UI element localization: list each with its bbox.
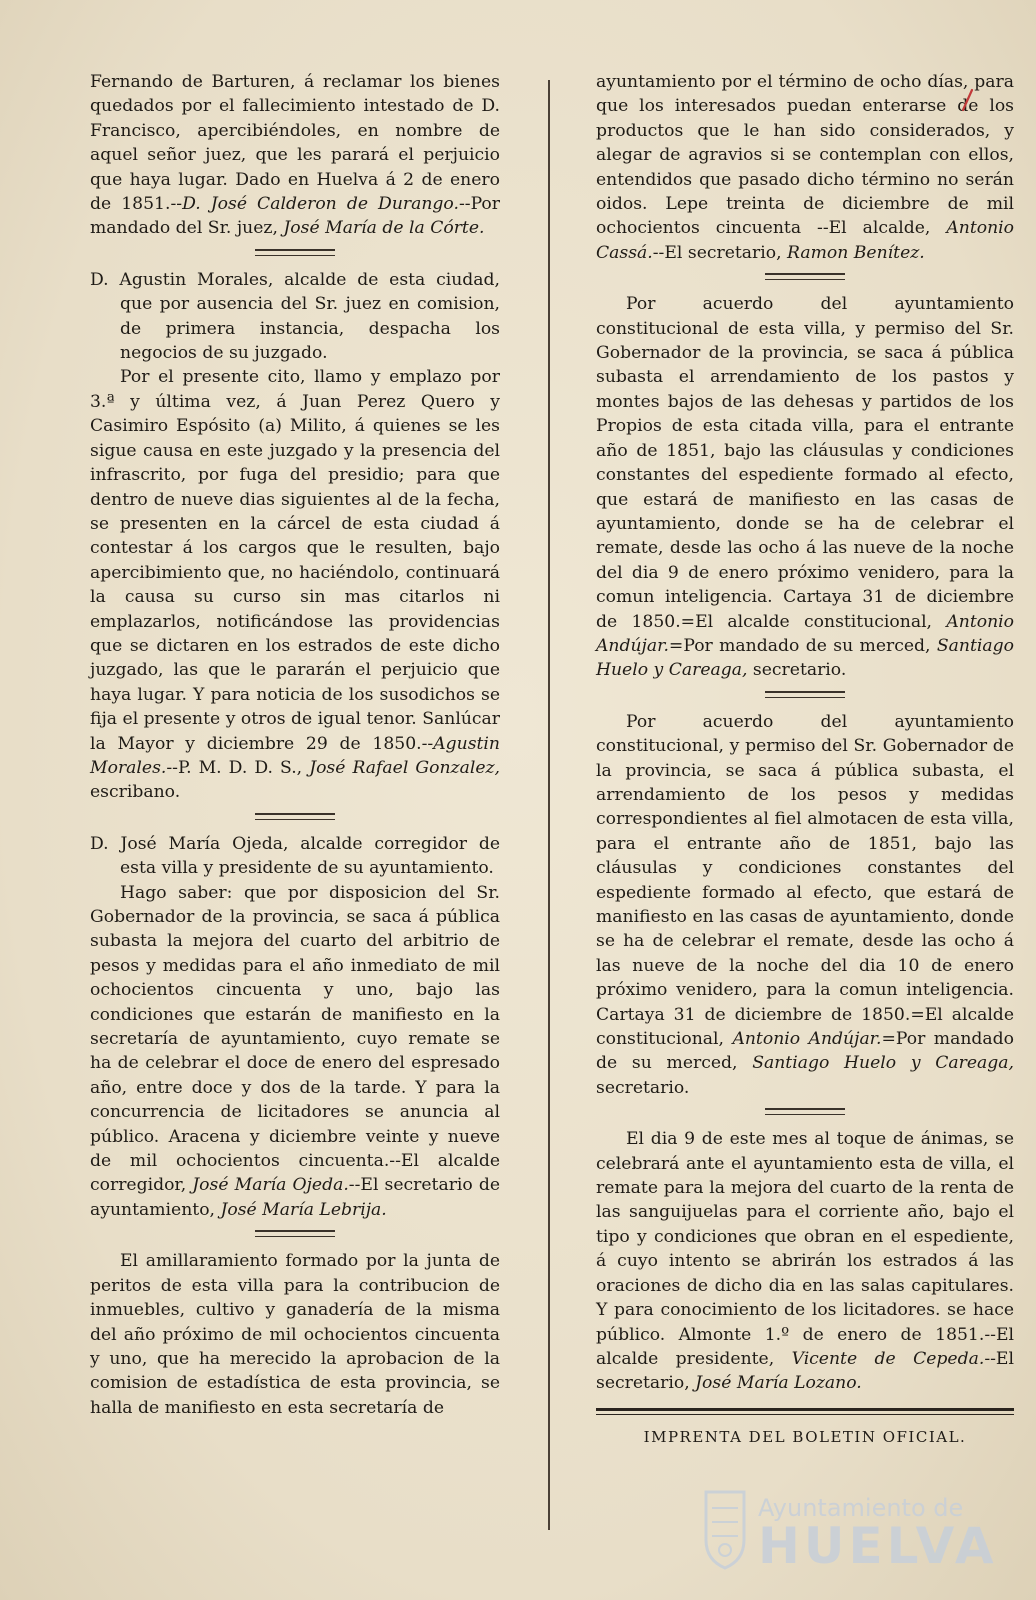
section-separator [255, 1230, 335, 1237]
notice-heading: D. José María Ojeda, alcalde corregidor de esta villa y presidente de su ayuntamiento. [90, 833, 500, 879]
section-separator [255, 249, 335, 256]
signature: Agustin Morales. [90, 733, 500, 778]
notice-text: secretario. [596, 1077, 690, 1098]
right-column [596, 70, 1014, 1449]
watermark [700, 1488, 1000, 1578]
signature: Antonio Andújar. [732, 1029, 882, 1050]
signature: Santiago Huelo y Careaga, [596, 635, 1014, 681]
notice-cartaya-pesos [596, 710, 1014, 1101]
notice-text: escribano. [90, 782, 181, 803]
signature: José María Lebrija. [220, 1199, 387, 1220]
notice-heading: D. Agustin Morales, alcalde de esta ciudad, que por ausencia del Sr. juez en comision, de primera instancia, despacha los negocios de su juzgado. [90, 269, 500, 364]
signature: Ramon Benítez. [787, 242, 925, 263]
signature: José María de la Córte. [283, 218, 485, 239]
watermark-line2: HUELVA [758, 1517, 998, 1575]
notice-morales [90, 365, 500, 804]
notice-text: Hago saber: que por disposicion del Sr. Gobernador de la provincia, se saca á pública subasta la mejora del cuarto del arbitrio de pesos y medidas para el año inmediato de mil ochocientos cincuenta y uno, bajo las condiciones que estarán de manifiesto en la secretaría de ayuntamiento, cuyo remate se ha de celebrar el doce de enero del espresado año, entre doce y dos de la tarde. Y para la concurrencia de licitadores se anuncia al público. Aracena y diciembre veinte y nueve de mil ochocientos cincuenta.--El alcalde corregidor, [90, 882, 500, 1196]
notice-text: =Por mandado de su merced, [596, 1029, 1014, 1074]
notice-cartaya-pastos [596, 292, 1014, 683]
notice-text: --El secretario, [596, 1348, 1014, 1394]
signature: Antonio Andújar. [596, 611, 1014, 656]
notice-text: --Por mandado del Sr. juez, [90, 194, 500, 239]
notice-text: --El secretario, [652, 242, 788, 263]
red-ink-mark-icon [958, 88, 976, 112]
notice-text: Fernando de Barturen, á reclamar los bienes quedados por el fallecimiento intestado de D. Francisco, apercibiéndoles, en nombre de aquel señor juez, que les parará el perjuicio que haya lugar. Dado en Huelva á 2 de enero de 1851.-- [90, 72, 500, 215]
signature: Santiago Huelo y Careaga, [752, 1053, 1015, 1074]
imprint: IMPRENTA DEL BOLETIN OFICIAL. [643, 1427, 967, 1446]
imprint-rule [596, 1408, 1014, 1415]
signature: Vicente de Cepeda. [791, 1348, 985, 1369]
city-seal-icon [700, 1488, 750, 1572]
notice-text: Por acuerdo del ayuntamiento constitucional de esta villa, y permiso del Sr. Gobernador de la provincia, se saca á pública subasta el arrendamiento de los pastos y montes bajos de las dehesas y partidos de los Propios de esta citada villa, para el entrante año de 1851, bajo las cláusulas y condiciones constantes del espediente formado al efecto, que estará de manifiesto en las casas de ayuntamiento, donde se ha de celebrar el remate, desde las ocho á las nueve de la noche del dia 9 de enero próximo venidero, para la comun inteligencia. Cartaya 31 de diciembre de 1850.=El alcalde constitucional, [596, 294, 1014, 632]
signature: José Rafael Gonzalez, [309, 757, 501, 778]
notice-text: --P. M. D. D. S., [166, 757, 310, 778]
section-separator [255, 813, 335, 820]
section-separator [765, 273, 845, 280]
watermark-line1: Ayuntamiento de [758, 1494, 964, 1522]
notice-lepe [596, 70, 1014, 265]
notice-text: ayuntamiento por el término de ocho días, para que los interesados puedan enterarse de los productos que le han sido considerados, y alegar de agravios si se contemplan con ellos, entendidos que pasado dicho término no serán oidos. Lepe treinta de diciembre de mil ochocientos cincuenta --El alcalde, [596, 72, 1014, 239]
notice-text: Por acuerdo del ayuntamiento constitucional, y permiso del Sr. Gobernador de la provincia, se saca á pública subasta, el arrendamiento de los pesos y medidas correspondientes al fiel almotacen de esta villa, para el entrante año de 1851, bajo las cláusulas y condiciones constantes del espediente formado al efecto, que estará de manifiesto en las casas de ayuntamiento, donde se ha de celebrar el remate, desde las ocho á las nueve de la noche del dia 10 de enero próximo venidero, para la comun inteligencia. Cartaya 31 de diciembre de 1850.=El alcalde constitucional, [596, 711, 1014, 1050]
notice-text: El dia 9 de este mes al toque de ánimas, se celebrará ante el ayuntamiento esta de villa, el remate para la mejora del cuarto de la renta de las sanguijuelas para el corriente año, bajo el tipo y condiciones que obran en el espediente, á cuyo intento se abrirán los estrados á las oraciones de dicho dia en las salas capitulares. Y para conocimiento de los licitadores. se hace público. Almonte 1.º de enero de 1851.--El alcalde presidente, [596, 1129, 1014, 1369]
section-separator [765, 691, 845, 698]
column-divider [548, 80, 550, 1530]
signature: D. José Calderon de Durango. [182, 194, 459, 215]
notice-amillaramiento: El amillaramiento formado por la junta de peritos de esta villa para la contribucion de inmuebles, cultivo y ganadería de la misma del año próximo de mil ochocientos cincuenta y uno, que ha merecido la aprobacion de la comision de estadística de esta provincia, se halla de manifiesto en esta secretaría de [90, 1251, 500, 1418]
notice-almonte [596, 1127, 1014, 1395]
notice-text: Por el presente cito, llamo y emplazo por 3.ª y última vez, á Juan Perez Quero y Casimiro Espósito (a) Milito, á quienes se les sigue causa en este juzgado y la presencia del infrascrito, por fuga del presidio; para que dentro de nueve dias siguientes al de la fecha, se presenten en la cárcel de esta ciudad á contestar á los cargos que le resulten, bajo apercibimiento que, no haciéndolo, continuará la causa su curso sin mas citarlos ni emplazarlos, notificándose las providencias que se dictaren en los estrados de este dicho juzgado, las que le pararán el perjuicio que haya lugar. Y para noticia de los susodichos se fija el presente y otros de igual tenor. Sanlúcar la Mayor y diciembre 29 de 1850.-- [90, 367, 500, 754]
notice-barturen [90, 70, 500, 241]
signature: José María Lozano. [695, 1373, 862, 1394]
notice-text: =Por mandado de su merced, [668, 635, 937, 656]
signature: José María Ojeda. [192, 1175, 349, 1196]
section-separator [765, 1108, 845, 1115]
signature: Antonio Cassá. [596, 218, 1014, 263]
notice-text: secretario. [747, 660, 847, 681]
left-column [90, 70, 500, 1420]
notice-ojeda [90, 881, 500, 1223]
notice-text: --El secretario de ayuntamiento, [90, 1175, 500, 1220]
